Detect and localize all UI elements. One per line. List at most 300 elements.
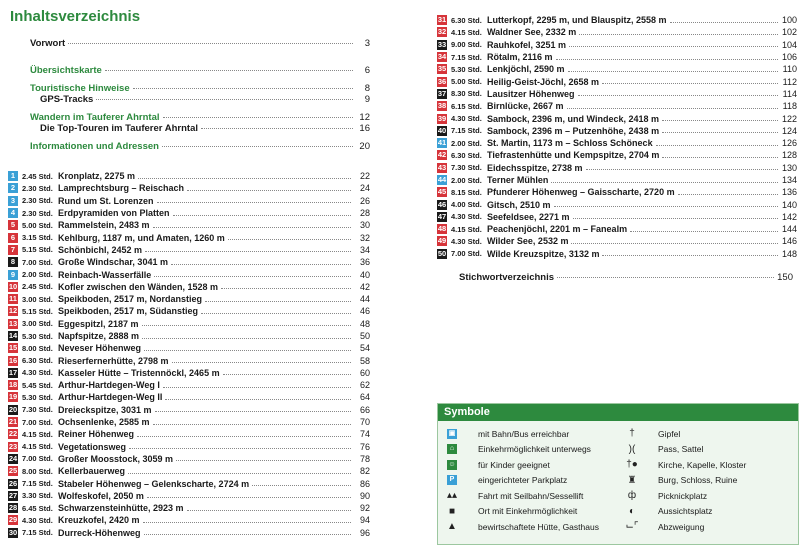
tour-page: 60 <box>359 367 370 378</box>
viewpoint-icon: ◐ <box>628 505 636 517</box>
symbol-label: Pass, Sattel <box>658 444 704 455</box>
symbol-label: Ort mit Einkehrmöglichkeit <box>478 506 578 517</box>
tour-row-47[interactable] <box>437 211 797 223</box>
left-page <box>8 0 368 552</box>
leader-dots <box>172 362 351 363</box>
leader-dots <box>602 255 778 256</box>
tour-row-12[interactable] <box>8 305 370 317</box>
tour-duration: 6.30 Std. <box>22 356 53 366</box>
tour-duration: 5.30 Std. <box>22 392 53 402</box>
tour-page: 92 <box>359 503 370 514</box>
tour-page: 82 <box>359 466 370 477</box>
leader-dots <box>144 534 351 535</box>
leader-dots <box>223 374 351 375</box>
tour-number-badge: 31 <box>437 15 447 25</box>
tour-page: 30 <box>359 220 370 231</box>
symbol-legend-row <box>438 442 618 458</box>
tour-page: 64 <box>359 392 370 403</box>
tour-duration: 2.00 Std. <box>451 175 482 185</box>
symbol-label: Abzweigung <box>658 521 705 532</box>
bus-icon: ▣ <box>448 429 456 437</box>
leader-dots <box>163 387 351 388</box>
leader-dots <box>252 485 351 486</box>
tour-title: Schwarzensteinhütte, 2923 m <box>58 503 184 514</box>
tour-number-badge: 8 <box>8 257 18 267</box>
leader-dots <box>656 145 778 146</box>
tour-duration: 2.30 Std. <box>22 183 53 193</box>
tour-duration: 5.30 Std. <box>22 331 53 341</box>
tour-row-25[interactable] <box>8 465 370 477</box>
toc-label: Touristische Hinweise <box>30 83 130 94</box>
leader-dots <box>573 218 778 219</box>
tour-title: Rund um St. Lorenzen <box>58 195 154 206</box>
tour-page: 148 <box>781 248 797 259</box>
tour-row-21[interactable] <box>8 416 370 428</box>
tour-duration: 4.30 Std. <box>451 236 482 246</box>
tour-row-43[interactable] <box>437 162 797 174</box>
tour-page: 66 <box>359 404 370 415</box>
tour-row-6[interactable] <box>8 231 370 243</box>
tour-row-10[interactable] <box>8 281 370 293</box>
tour-page: 78 <box>359 453 370 464</box>
tour-page: 76 <box>359 441 370 452</box>
tour-number-badge: 11 <box>9 294 17 304</box>
tour-page: 22 <box>359 171 370 182</box>
toc-label: Stichwortverzeichnis <box>459 272 555 283</box>
tour-row-16[interactable] <box>8 354 370 366</box>
right-page <box>437 0 797 552</box>
tour-duration: 4.30 Std. <box>22 368 53 378</box>
toc-page: 20 <box>359 141 370 152</box>
symbol-legend-row <box>618 426 796 442</box>
tour-duration: 6.30 Std. <box>451 15 482 25</box>
tour-row-9[interactable] <box>8 268 370 280</box>
tour-duration: 2.00 Std. <box>451 138 482 148</box>
tour-duration: 8.00 Std. <box>22 343 53 353</box>
toc-label: Informationen und Adressen <box>30 141 159 152</box>
tour-title: Lamprechtsburg – Reischach <box>58 183 185 194</box>
tour-number-badge: 12 <box>8 306 18 316</box>
tour-page: 28 <box>359 208 370 219</box>
tour-row-3[interactable] <box>8 195 370 207</box>
tour-row-38[interactable] <box>437 100 797 112</box>
tour-duration: 4.15 Std. <box>22 429 53 439</box>
tour-title: Eggespitzl, 2187 m <box>58 318 139 329</box>
tour-number-badge: 6 <box>8 233 18 243</box>
tour-title: Stabeler Höhenweg – Gelenkscharte, 2724 m <box>58 478 250 489</box>
leader-dots <box>153 424 351 425</box>
tour-number-badge: 40 <box>437 125 447 135</box>
tour-number-badge: 37 <box>437 88 447 98</box>
symbol-label: Picknickplatz <box>658 490 708 501</box>
leader-dots <box>173 215 351 216</box>
leader-dots <box>569 46 778 47</box>
symbol-legend-row <box>618 442 796 458</box>
leader-dots <box>662 132 778 133</box>
leader-dots <box>171 264 351 265</box>
toc-entry-hinweise[interactable] <box>30 83 370 95</box>
tour-title: Arthur-Hartdegen-Weg II <box>58 392 163 403</box>
tour-title: Waldner See, 2332 m <box>487 27 577 38</box>
tour-page: 118 <box>782 101 797 112</box>
toc-entry-vorwort[interactable] <box>30 38 370 50</box>
symbol-legend-row <box>618 457 796 473</box>
tour-page: 130 <box>781 162 797 173</box>
symbol-legend-title: Symbole <box>438 404 798 421</box>
tour-number-badge: 15 <box>8 343 18 353</box>
tour-row-29[interactable] <box>8 514 370 526</box>
leader-dots <box>129 448 351 449</box>
tour-row-24[interactable] <box>8 453 370 465</box>
leader-dots <box>128 473 351 474</box>
tour-title: Kasseler Hütte – Tristennöckl, 2465 m <box>58 367 220 378</box>
toc-entry-info[interactable] <box>30 141 370 153</box>
tour-row-35[interactable] <box>437 63 797 75</box>
symbol-legend-row <box>618 488 796 504</box>
tour-title: Napfspitze, 2888 m <box>58 331 140 341</box>
tour-row-46[interactable] <box>437 198 797 210</box>
tour-number-badge: 41 <box>437 138 447 148</box>
tour-title: Wolfeskofel, 2050 m <box>58 490 144 501</box>
tour-page: 34 <box>359 244 370 255</box>
tour-row-2[interactable] <box>8 182 370 194</box>
leader-dots <box>579 34 778 35</box>
tour-duration: 4.30 Std. <box>22 515 53 525</box>
tour-row-23[interactable] <box>8 441 370 453</box>
tour-duration: 5.30 Std. <box>451 64 482 74</box>
tour-duration: 3.00 Std. <box>22 294 53 304</box>
tour-number-badge: 26 <box>8 478 18 488</box>
tour-duration: 4.15 Std. <box>451 224 482 234</box>
tour-number-badge: 2 <box>8 183 18 193</box>
tour-duration: 3.00 Std. <box>22 319 53 329</box>
symbol-label: Gipfel <box>658 428 681 439</box>
tour-number-badge: 22 <box>8 429 18 439</box>
parking-icon: P <box>438 475 466 485</box>
tour-title: Dreieckspitze, 3031 m <box>58 404 152 415</box>
leader-dots <box>144 350 351 351</box>
tour-title: Pfunderer Höhenweg – Gaisscharte, 2720 m <box>487 187 675 198</box>
leader-dots <box>678 194 778 195</box>
tour-title: Rieserfernerhütte, 2798 m <box>58 355 169 366</box>
tour-row-18[interactable] <box>8 379 370 391</box>
tour-number-badge: 20 <box>8 404 18 414</box>
symbol-legend-row <box>438 473 618 489</box>
tour-title: Lutterkopf, 2295 m, und Blauspitz, 2558 m <box>487 15 667 26</box>
tour-number-badge: 27 <box>8 490 18 500</box>
tour-page: 136 <box>781 187 797 198</box>
symbol-legend-row <box>618 473 796 489</box>
tour-duration: 7.30 Std. <box>22 405 53 415</box>
tour-number-badge: 45 <box>437 187 447 197</box>
page-title: Inhaltsverzeichnis <box>10 8 141 25</box>
tour-page: 110 <box>782 64 797 75</box>
symbol-legend-row <box>438 426 618 442</box>
tour-page: 32 <box>359 232 370 243</box>
symbol-label: Aussichtsplatz <box>658 506 713 517</box>
tour-duration: 5.15 Std. <box>22 306 53 316</box>
leader-dots <box>228 239 351 240</box>
symbol-legend <box>437 403 799 545</box>
leader-dots <box>567 108 778 109</box>
tour-row-22[interactable] <box>8 428 370 440</box>
tour-title: Tiefrastenhütte und Kempspitze, 2704 m <box>487 150 660 161</box>
toc-label: Vorwort <box>30 38 66 49</box>
tour-number-badge: 1 <box>8 171 18 181</box>
tour-row-31[interactable] <box>437 14 797 26</box>
tour-page: 70 <box>359 417 370 428</box>
tour-duration: 2.45 Std. <box>22 171 53 181</box>
tour-duration: 2.45 Std. <box>22 282 53 292</box>
village-icon: ■ <box>448 505 456 517</box>
tour-row-27[interactable] <box>8 490 370 502</box>
tour-duration: 7.15 Std. <box>451 126 482 136</box>
tour-row-14[interactable] <box>8 330 370 342</box>
leader-dots <box>176 460 351 461</box>
tour-title: Speikboden, 2517 m, Nordanstieg <box>58 294 203 305</box>
tour-row-36[interactable] <box>437 75 797 87</box>
leader-dots <box>568 71 778 72</box>
tour-title: Schönbichl, 2452 m <box>58 244 143 255</box>
tour-page: 122 <box>781 113 797 124</box>
tour-number-badge: 18 <box>8 380 18 390</box>
tour-page: 74 <box>359 429 370 440</box>
leader-dots <box>201 313 351 314</box>
symbol-legend-row <box>438 488 618 504</box>
tour-duration: 6.30 Std. <box>451 150 482 160</box>
tour-list-right <box>437 14 797 260</box>
tour-duration: 5.45 Std. <box>22 380 53 390</box>
tour-number-badge: 25 <box>8 466 18 476</box>
tour-duration: 2.30 Std. <box>22 208 53 218</box>
leader-dots <box>571 243 778 244</box>
tour-number-badge: 48 <box>437 224 447 234</box>
tour-duration: 5.00 Std. <box>22 220 53 230</box>
castle-icon: ♜ <box>627 474 637 486</box>
tour-title: Lenkjöchl, 2590 m <box>487 64 565 75</box>
tour-duration: 7.15 Std. <box>22 528 53 538</box>
tour-row-11[interactable] <box>8 293 370 305</box>
tour-row-17[interactable] <box>8 367 370 379</box>
tour-row-26[interactable] <box>8 477 370 489</box>
symbol-label: bewirtschaftete Hütte, Gasthaus <box>478 521 599 532</box>
tour-row-37[interactable] <box>437 88 797 100</box>
leader-dots <box>165 399 351 400</box>
symbol-column-right <box>618 426 796 535</box>
tour-row-50[interactable] <box>437 248 797 260</box>
tour-page: 140 <box>781 199 797 210</box>
tour-page: 24 <box>359 183 370 194</box>
tour-number-badge: 49 <box>437 236 447 246</box>
tour-duration: 6.15 Std. <box>451 101 482 111</box>
leader-dots <box>670 22 778 23</box>
toc-page: 9 <box>364 94 370 105</box>
tour-number-badge: 5 <box>8 220 18 230</box>
tour-number-badge: 43 <box>437 162 447 172</box>
tour-duration: 7.15 Std. <box>451 52 482 62</box>
tour-title: Arthur-Hartdegen-Weg I <box>58 380 160 391</box>
tour-title: Peachenjöchl, 2201 m – Fanealm <box>487 224 628 235</box>
tour-row-30[interactable] <box>8 527 370 539</box>
tour-title: Terner Mühlen <box>487 175 549 185</box>
tour-row-32[interactable] <box>437 26 797 38</box>
tour-duration: 7.00 Std. <box>451 249 482 259</box>
tour-page: 134 <box>781 175 797 185</box>
tour-duration: 2.00 Std. <box>22 270 53 280</box>
symbol-label: eingerichteter Parkplatz <box>478 475 568 486</box>
tour-page: 102 <box>781 27 797 38</box>
tour-number-badge: 33 <box>437 39 447 49</box>
tour-row-42[interactable] <box>437 149 797 161</box>
tour-row-8[interactable] <box>8 256 370 268</box>
toc-entry-uebersicht[interactable] <box>30 65 370 77</box>
tour-page: 62 <box>359 380 370 391</box>
tour-number-badge: 21 <box>8 417 18 427</box>
tour-row-5[interactable] <box>8 219 370 231</box>
tour-title: Heilig-Geist-Jöchl, 2658 m <box>487 76 600 87</box>
tour-page: 144 <box>781 224 797 235</box>
toc-entry-stichwort[interactable] <box>459 272 793 284</box>
tour-title: Kronplatz, 2275 m <box>58 171 136 182</box>
leader-dots <box>138 178 351 179</box>
tour-number-badge: 32 <box>437 27 447 37</box>
toc-page: 3 <box>364 38 370 49</box>
hut-icon: ▲ <box>447 521 457 533</box>
tour-number-badge: 47 <box>437 211 447 221</box>
tour-title: Rauhkofel, 3251 m <box>487 39 567 50</box>
tour-title: Erdpyramiden von Platten <box>58 208 170 219</box>
tour-row-49[interactable] <box>437 235 797 247</box>
symbol-label: Fahrt mit Seilbahn/Sessellift <box>478 490 584 501</box>
tour-row-48[interactable] <box>437 223 797 235</box>
tour-duration: 5.15 Std. <box>22 245 53 255</box>
tour-title: Vegetationsweg <box>58 441 127 452</box>
tour-row-1[interactable] <box>8 170 370 182</box>
tour-number-badge: 14 <box>8 331 18 340</box>
tour-row-44[interactable] <box>437 174 797 186</box>
toc-label: Wandern im Tauferer Ahrntal <box>30 112 160 123</box>
leader-dots <box>554 206 778 207</box>
leader-dots <box>662 120 778 121</box>
tour-row-45[interactable] <box>437 186 797 198</box>
leader-dots <box>630 231 778 232</box>
symbol-label: mit Bahn/Bus erreichbar <box>478 428 570 439</box>
tour-number-badge: 19 <box>8 392 18 402</box>
tour-duration: 8.30 Std. <box>451 89 482 99</box>
toc-label: Die Top-Touren im Tauferer Ahrntal <box>40 123 198 134</box>
tour-duration: 2.30 Std. <box>22 196 53 206</box>
tour-number-badge: 24 <box>8 453 18 463</box>
tour-number-badge: 34 <box>437 52 447 62</box>
junction-icon: ⌙⌜ <box>625 521 639 533</box>
tour-number-badge: 16 <box>8 355 18 365</box>
leader-dots <box>187 190 351 191</box>
tour-row-19[interactable] <box>8 391 370 403</box>
tour-row-15[interactable] <box>8 342 370 354</box>
tour-number-badge: 28 <box>8 503 18 513</box>
leader-dots <box>578 95 778 96</box>
tour-page: 96 <box>359 527 370 538</box>
tour-title: Kehlburg, 1187 m, und Amaten, 1260 m <box>58 232 225 243</box>
leader-dots <box>143 522 351 523</box>
tour-row-34[interactable] <box>437 51 797 63</box>
tour-row-4[interactable] <box>8 207 370 219</box>
tour-row-39[interactable] <box>437 112 797 124</box>
tour-page: 126 <box>781 138 797 149</box>
church-icon: †● <box>626 459 638 471</box>
tour-title: Neveser Höhenweg <box>58 343 142 354</box>
tour-number-badge: 35 <box>437 64 447 74</box>
symbol-label: für Kinder geeignet <box>478 459 550 470</box>
tour-page: 54 <box>359 343 370 354</box>
tour-duration: 7.30 Std. <box>451 163 482 173</box>
tour-title: Rötalm, 2116 m <box>487 52 553 63</box>
tour-title: Großer Moosstock, 3059 m <box>58 453 174 464</box>
leader-dots <box>137 436 351 437</box>
tour-duration: 4.00 Std. <box>451 200 482 210</box>
toc-page: 6 <box>364 65 370 76</box>
tour-page: 42 <box>359 281 370 292</box>
leader-dots <box>157 202 352 203</box>
tour-duration: 7.00 Std. <box>22 257 53 267</box>
tour-row-13[interactable] <box>8 318 370 330</box>
tour-number-badge: 7 <box>8 245 18 255</box>
tour-title: Speikboden, 2517 m, Südanstieg <box>58 306 199 317</box>
shelter-icon: ⌂ <box>438 444 466 454</box>
toc-label: GPS-Tracks <box>40 94 94 105</box>
cable-car-icon: ▴▴ <box>446 490 458 502</box>
leader-dots <box>155 411 351 412</box>
tour-number-badge: 9 <box>8 270 18 280</box>
tour-page: 26 <box>359 195 370 206</box>
tour-title: Sambock, 2396 m – Putzenhöhe, 2438 m <box>487 125 660 136</box>
tour-row-7[interactable] <box>8 244 370 256</box>
symbol-label: Einkehrmöglichkeit unterwegs <box>478 444 591 455</box>
tour-title: Birnlücke, 2667 m <box>487 101 564 112</box>
tour-row-28[interactable] <box>8 502 370 514</box>
pass-icon: )( <box>628 443 636 455</box>
toc-entry-wandern[interactable] <box>30 112 370 124</box>
tour-duration: 6.45 Std. <box>22 503 53 513</box>
toc-page: 16 <box>359 123 370 134</box>
tour-title: Lausitzer Höhenweg <box>487 88 575 99</box>
tour-page: 100 <box>781 15 797 26</box>
tour-page: 146 <box>781 236 797 247</box>
tour-page: 112 <box>782 76 797 87</box>
tour-duration: 4.15 Std. <box>22 442 53 452</box>
tour-title: Durreck-Höhenweg <box>58 527 141 538</box>
tour-title: Kellerbauerweg <box>58 466 126 477</box>
toc-entry-toptouren[interactable] <box>30 123 370 135</box>
symbol-legend-row <box>438 504 618 520</box>
symbol-label: Kirche, Kapelle, Kloster <box>658 459 747 470</box>
tour-title: Reiner Höhenweg <box>58 429 135 440</box>
tour-row-20[interactable] <box>8 404 370 416</box>
tour-page: 46 <box>359 306 370 317</box>
tour-row-40[interactable] <box>437 125 797 137</box>
tour-duration: 4.30 Std. <box>451 212 482 222</box>
tour-row-41[interactable] <box>437 137 797 149</box>
toc-entry-gps[interactable] <box>30 94 370 106</box>
leader-dots <box>662 157 778 158</box>
summit-cross-icon: † <box>629 428 635 440</box>
tour-number-badge: 3 <box>8 196 18 206</box>
tour-title: Ochsenlenke, 2585 m <box>58 417 150 428</box>
tour-row-33[interactable] <box>437 39 797 51</box>
leader-dots <box>556 59 778 60</box>
tour-duration: 8.15 Std. <box>451 187 482 197</box>
leader-dots <box>142 325 351 326</box>
